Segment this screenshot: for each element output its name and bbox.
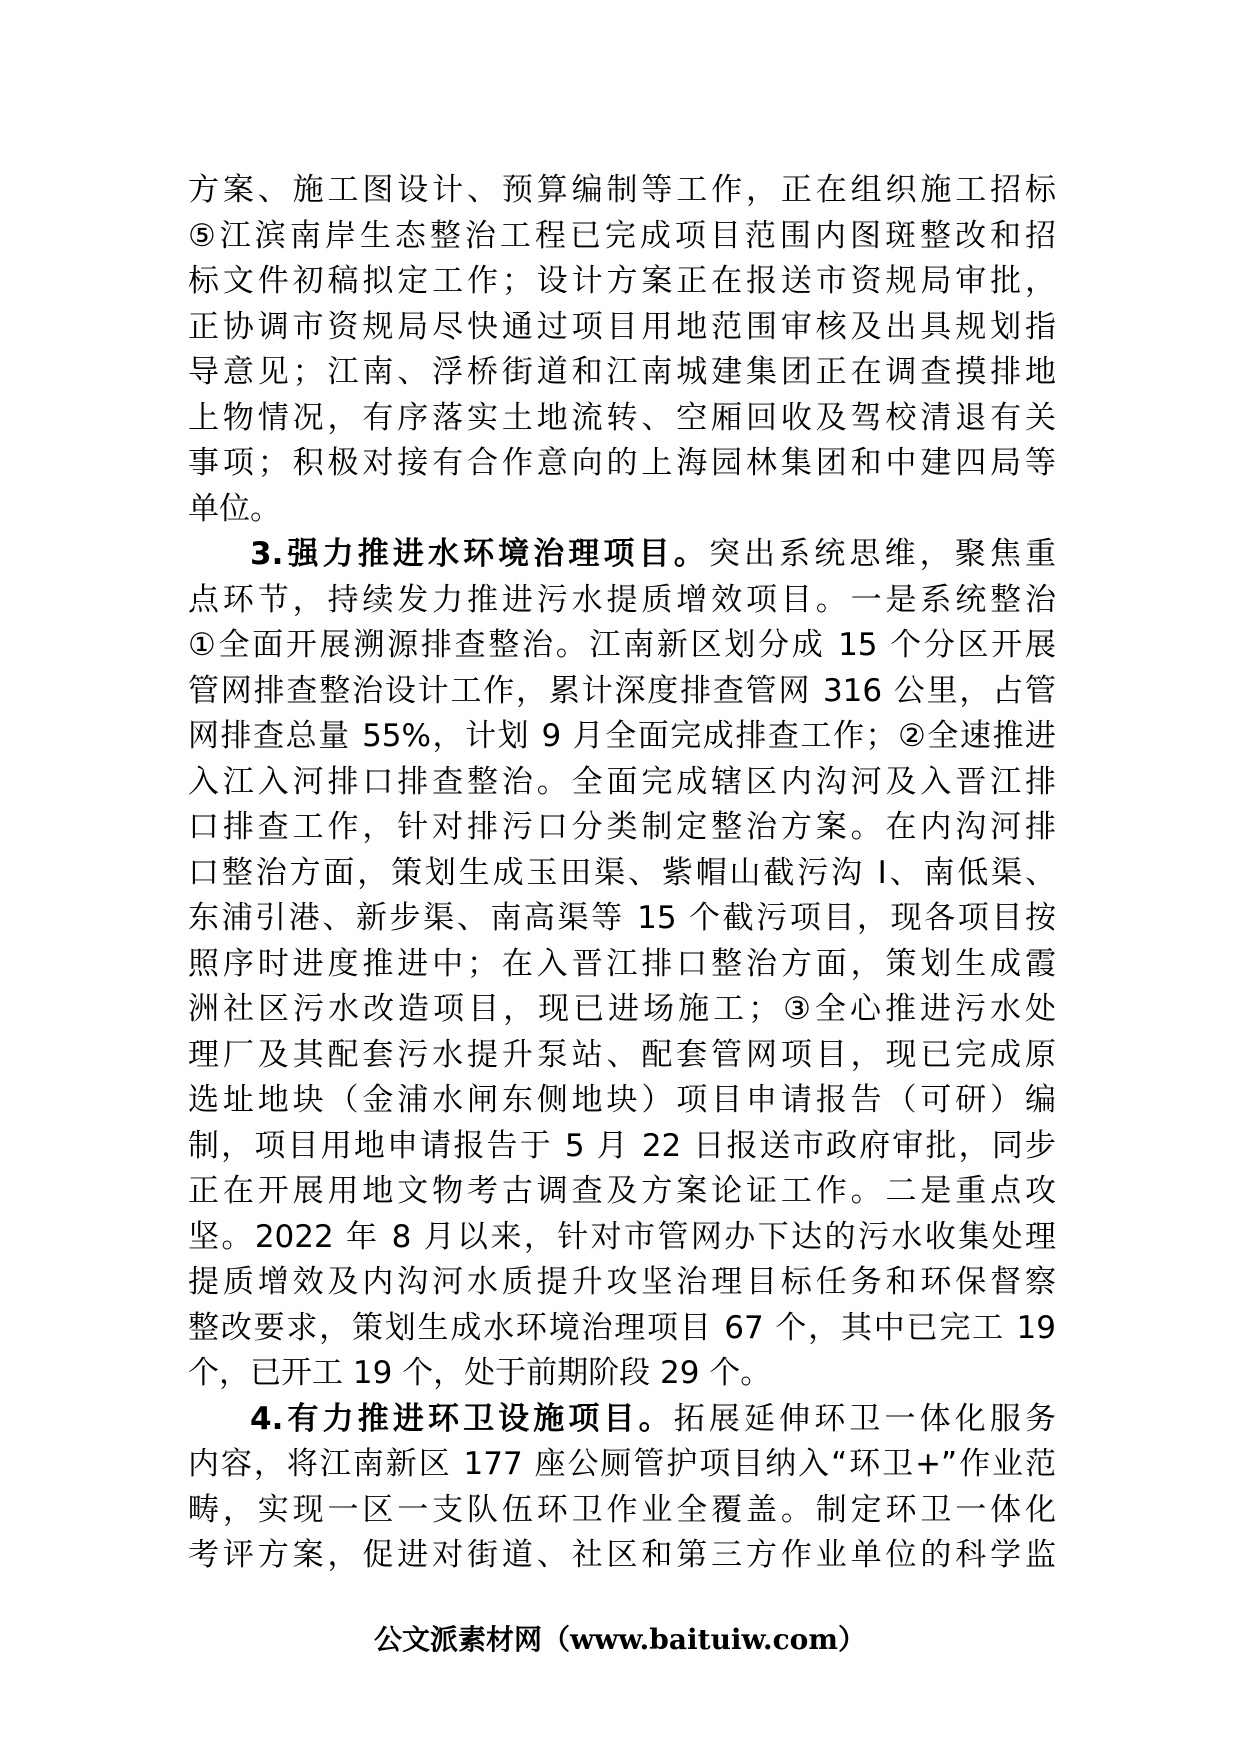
page-footer: 公文派素材网（www.baituiw.com） bbox=[374, 1623, 866, 1656]
text-line: 口整治方面，策划生成玉田渠、紫帽山截污沟 I、南低渠、 bbox=[188, 854, 1056, 891]
text-line: 标文件初稿拟定工作；设计方案正在报送市资规局审批， bbox=[188, 263, 1056, 299]
text-line: 网排查总量 55%，计划 9 月全面完成排查工作；②全速推进 bbox=[188, 718, 1056, 754]
text-line: 个，已开工 19 个，处于前期阶段 29 个。 bbox=[188, 1355, 772, 1391]
text-line: 考评方案，促进对街道、社区和第三方作业单位的科学监 bbox=[188, 1537, 1056, 1573]
text-line: 点环节，持续发力推进污水提质增效项目。一是系统整治 bbox=[188, 581, 1056, 618]
text-line: 制，项目用地申请报告于 5 月 22 日报送市政府审批，同步 bbox=[188, 1127, 1056, 1164]
paragraph-2 bbox=[188, 532, 1056, 1397]
text-line: 照序时进度推进中；在入晋江排口整治方面，策划生成霞 bbox=[188, 945, 1056, 982]
text-line: 单位。 bbox=[188, 490, 281, 527]
text-line: 内容，将江南新区 177 座公厕管护项目纳入“环卫+”作业范 bbox=[188, 1446, 1056, 1482]
text-line: 导意见；江南、浮桥街道和江南城建集团正在调查摸排地 bbox=[188, 354, 1056, 390]
text-line: ①全面开展溯源排查整治。江南新区划分成 15 个分区开展 bbox=[188, 627, 1056, 663]
text-line: 洲社区污水改造项目，现已进场施工；③全心推进污水处 bbox=[188, 991, 1056, 1027]
text-line: 提质增效及内沟河水质提升攻坚治理目标任务和环保督察 bbox=[188, 1264, 1056, 1300]
text-line: 口排查工作，针对排污口分类制定整治方案。在内沟河排 bbox=[188, 809, 1056, 845]
text-line: 正协调市资规局尽快通过项目用地范围审核及出具规划指 bbox=[188, 308, 1056, 345]
paragraph-1 bbox=[188, 168, 1056, 532]
text-line: 事项；积极对接有合作意向的上海园林集团和中建四局等 bbox=[188, 445, 1056, 481]
text-segment: 拓展延伸环卫一体化服务 bbox=[673, 1400, 1056, 1437]
text-line: 上物情况，有序落实土地流转、空厢回收及驾校清退有关 bbox=[188, 399, 1056, 436]
text-line bbox=[188, 532, 1056, 578]
text-line: 理厂及其配套污水提升泵站、配套管网项目，现已完成原 bbox=[188, 1036, 1056, 1073]
text-line: 正在开展用地文物考古调查及方案论证工作。二是重点攻 bbox=[188, 1173, 1056, 1209]
text-line: 坚。2022 年 8 月以来，针对市管网办下达的污水收集处理 bbox=[188, 1218, 1056, 1255]
document-body bbox=[188, 168, 1056, 1579]
text-line: 入江入河排口排查整治。全面完成辖区内沟河及入晋江排 bbox=[188, 763, 1056, 800]
text-line: 畴，实现一区一支队伍环卫作业全覆盖。制定环卫一体化 bbox=[188, 1491, 1056, 1528]
text-segment: 突出系统思维，聚焦重 bbox=[708, 536, 1056, 572]
section-heading: 4.有力推进环卫设施项目。 bbox=[250, 1400, 674, 1437]
section-heading: 3.强力推进水环境治理项目。 bbox=[250, 536, 709, 572]
text-line: 东浦引港、新步渠、南高渠等 15 个截污项目，现各项目按 bbox=[188, 900, 1056, 936]
paragraph-3 bbox=[188, 1397, 1056, 1579]
text-line: 整改要求，策划生成水环境治理项目 67 个，其中已完工 19 bbox=[188, 1309, 1056, 1346]
text-line: ⑤江滨南岸生态整治工程已完成项目范围内图斑整改和招 bbox=[188, 217, 1056, 254]
text-line: 选址地块（金浦水闸东侧地块）项目申请报告（可研）编 bbox=[188, 1082, 1056, 1118]
text-line: 管网排查整治设计工作，累计深度排查管网 316 公里，占管 bbox=[188, 672, 1056, 709]
text-line bbox=[188, 1397, 1056, 1443]
text-line: 方案、施工图设计、预算编制等工作，正在组织施工招标 bbox=[188, 172, 1056, 208]
